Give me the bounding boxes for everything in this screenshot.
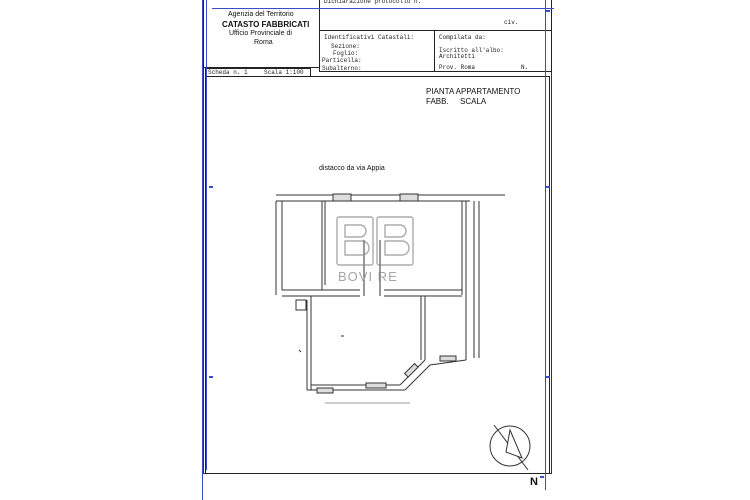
prov-label: Prov. Roma xyxy=(439,64,476,71)
north-compass xyxy=(490,425,530,470)
office-city: Roma xyxy=(254,39,273,46)
civ-label: civ. xyxy=(504,19,519,26)
plan-fabb: FABB. xyxy=(426,97,449,106)
watermark-text: BOVI RE xyxy=(338,269,398,284)
particella-label: Particella: xyxy=(322,57,362,64)
n-label: N. xyxy=(521,64,529,71)
foglio-label: Foglio: xyxy=(333,50,359,57)
plan-title: PIANTA APPARTAMENTO xyxy=(426,87,521,96)
window xyxy=(400,194,418,201)
mark xyxy=(299,350,301,352)
compilata-label: Compilata da: xyxy=(439,34,486,41)
sezione-label: Sezione: xyxy=(331,43,360,50)
stair-block xyxy=(296,300,306,310)
plan-scala: SCALA xyxy=(460,97,487,106)
window xyxy=(405,364,418,377)
scala-label: Scala 1:100 xyxy=(264,69,304,76)
north-label: N xyxy=(530,476,538,488)
office-label: Ufficio Provinciale di xyxy=(229,30,292,37)
subalterno-label: Subalterno: xyxy=(322,65,362,72)
architetti-label: Architetti xyxy=(439,53,476,60)
agency-name: Agenzia del Territorio xyxy=(228,11,294,18)
window xyxy=(317,388,333,393)
street-label: distacco da via Appia xyxy=(319,165,385,172)
window xyxy=(333,194,351,201)
identificativi-label: Identificativi Catastali: xyxy=(324,34,415,41)
iscritto-label: Iscritto all'albo: xyxy=(439,47,504,54)
protocol-label: Dichiarazione protocollo n. xyxy=(324,0,422,5)
window xyxy=(440,356,456,361)
watermark-logo xyxy=(337,217,413,265)
scheda-label: Scheda n. 1 xyxy=(208,69,248,76)
window xyxy=(366,383,386,388)
catasto-title: CATASTO FABBRICATI xyxy=(222,20,310,29)
